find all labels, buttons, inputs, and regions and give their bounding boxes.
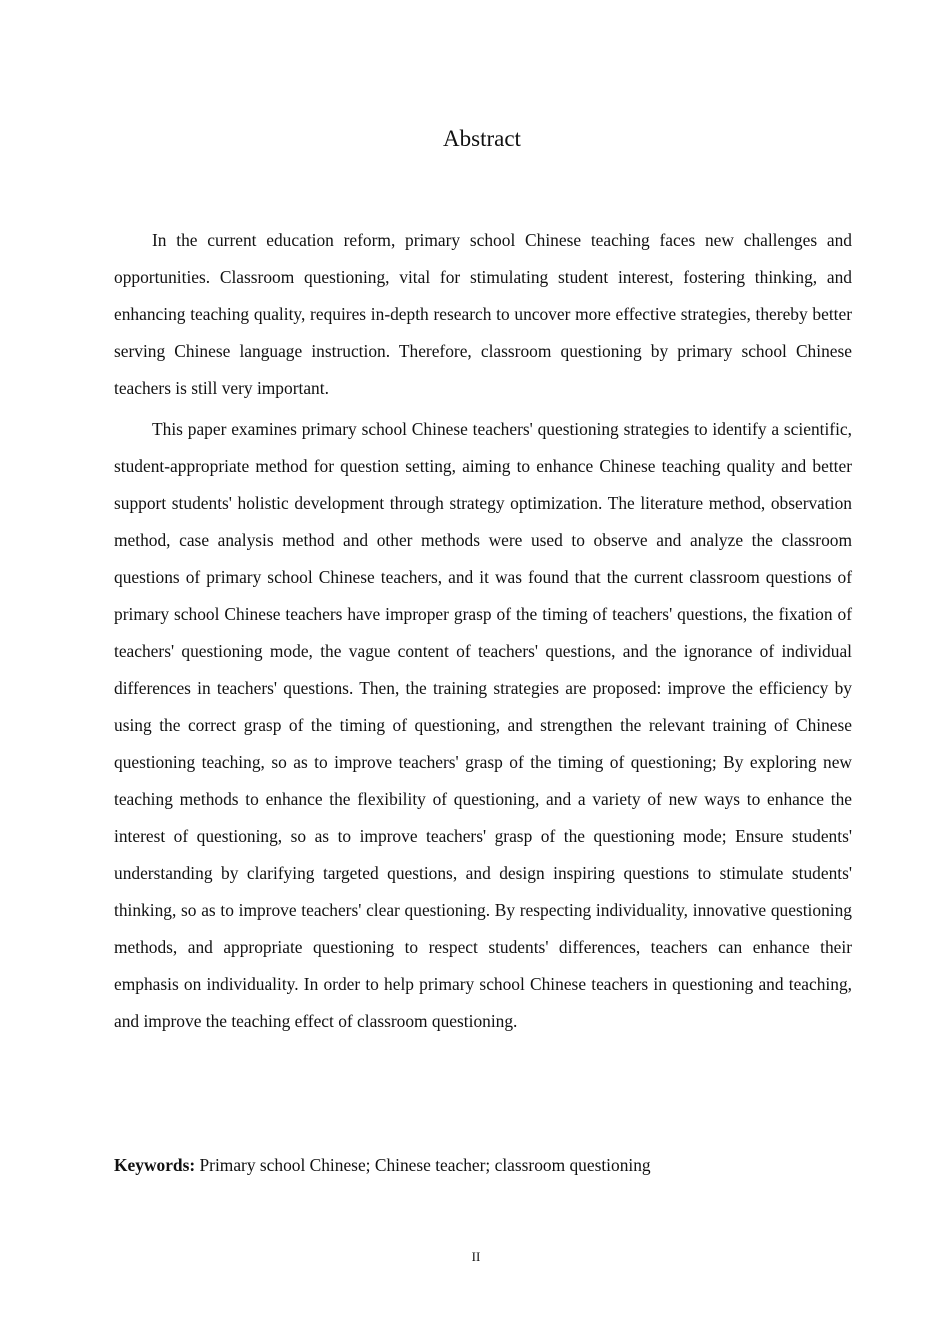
page-number: II xyxy=(471,1249,481,1264)
keywords-line xyxy=(114,1152,852,1178)
keywords-text: Primary school Chinese; Chinese teacher; classroom questioning xyxy=(199,1155,651,1175)
abstract-body xyxy=(114,222,852,1040)
abstract-paragraph-2: This paper examines primary school Chinese teachers' questioning strategies to identify a scientific, student-appropriate method for question setting, aiming to enhance Chinese teaching quality and better support students' holistic development through strategy optimization. The literature method, observation method, case analysis method and other methods were used to observe and analyze the classroom questions of primary school Chinese teachers, and it was found that the current classroom questions of primary school Chinese teachers have improper grasp of the timing of teachers' questions, the fixation of teachers' questioning mode, the vague content of teachers' questions, and the ignorance of individual differences in teachers' questions. Then, the training strategies are proposed: improve the efficiency by using the correct grasp of the timing of questioning, and strengthen the relevant training of Chinese questioning teaching, so as to improve teachers' grasp of the timing of questioning; By exploring new teaching methods to enhance the flexibility of questioning, and a variety of new ways to enhance the interest of questioning, so as to improve teachers' grasp of the questioning mode; Ensure students' understanding by clarifying targeted questions, and design inspiring questions to stimulate students' thinking, so as to improve teachers' clear questioning. By respecting individuality, innovative questioning methods, and appropriate questioning to respect students' differences, teachers can enhance their emphasis on individuality. In order to help primary school Chinese teachers in questioning and teaching, and improve the teaching effect of classroom questioning. xyxy=(114,419,852,1031)
abstract-paragraph-1: In the current education reform, primary school Chinese teaching faces new challenges and opportunities. Classroom questioning, vital for stimulating student interest, fostering thinking, and enhancing teaching quality, requires in-depth research to uncover more effective strategies, thereby better serving Chinese language instruction. Therefore, classroom questioning by primary school Chinese teachers is still very important. xyxy=(114,230,852,398)
keywords-label: Keywords: xyxy=(114,1155,196,1175)
page-title: Abstract xyxy=(443,126,521,151)
